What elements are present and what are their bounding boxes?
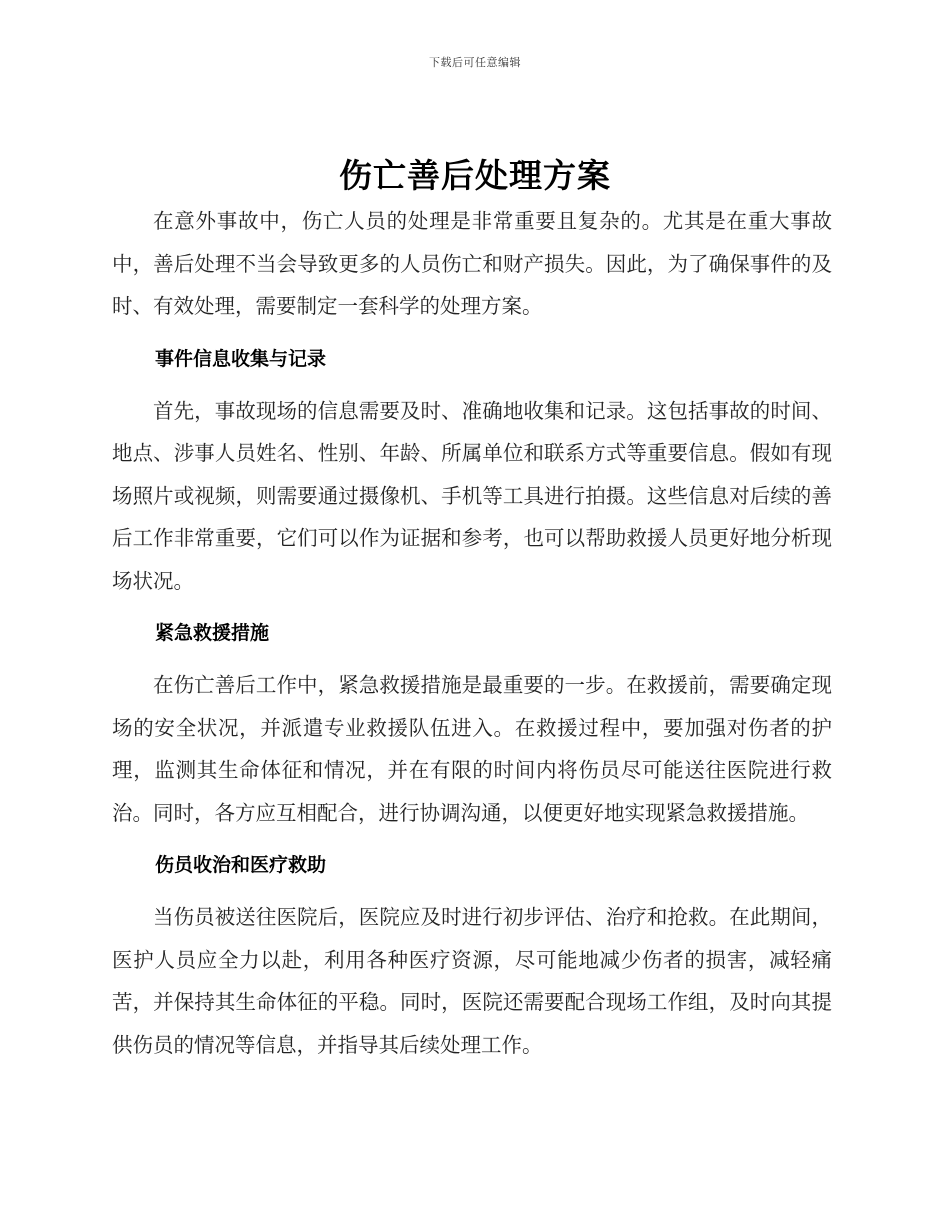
- document-body: [112, 200, 832, 1066]
- section-body-medical-aid: 当伤员被送往医院后，医院应及时进行初步评估、治疗和抢救。在此期间，医护人员应全力以赴，利用各种医疗资源，尽可能地减少伤者的损害，减轻痛苦，并保持其生命体征的平稳。同时，医院还需要配合现场工作组，及时向其提供伤员的情况等信息，并指导其后续处理工作。: [112, 905, 832, 1057]
- section-body-emergency-rescue: 在伤亡善后工作中，紧急救援措施是最重要的一步。在救援前，需要确定现场的安全状况，并派遣专业救援队伍进入。在救援过程中，要加强对伤者的护理，监测其生命体征和情况，并在有限的时间内将伤员尽可能送往医院进行救治。同时，各方应互相配合，进行协调沟通，以便更好地实现紧急救援措施。: [112, 673, 832, 825]
- document-title: 伤亡善后处理方案: [339, 156, 611, 195]
- section-heading-info-collection: 事件信息收集与记录: [155, 347, 327, 370]
- section-body-info-collection: 首先，事故现场的信息需要及时、准确地收集和记录。这包括事故的时间、地点、涉事人员姓名、性别、年龄、所属单位和联系方式等重要信息。假如有现场照片或视频，则需要通过摄像机、手机等工具进行拍摄。这些信息对后续的善后工作非常重要，它们可以作为证据和参考，也可以帮助救援人员更好地分析现场状况。: [112, 398, 832, 593]
- intro-paragraph: 在意外事故中，伤亡人员的处理是非常重要且复杂的。尤其是在重大事故中，善后处理不当会导致更多的人员伤亡和财产损失。因此，为了确保事件的及时、有效处理，需要制定一套科学的处理方案。: [112, 209, 832, 318]
- section-heading-medical-aid: 伤员收治和医疗救助: [155, 854, 327, 876]
- page-header-note: 下载后可任意编辑: [429, 56, 521, 69]
- section-heading-emergency-rescue: 紧急救援措施: [155, 622, 270, 644]
